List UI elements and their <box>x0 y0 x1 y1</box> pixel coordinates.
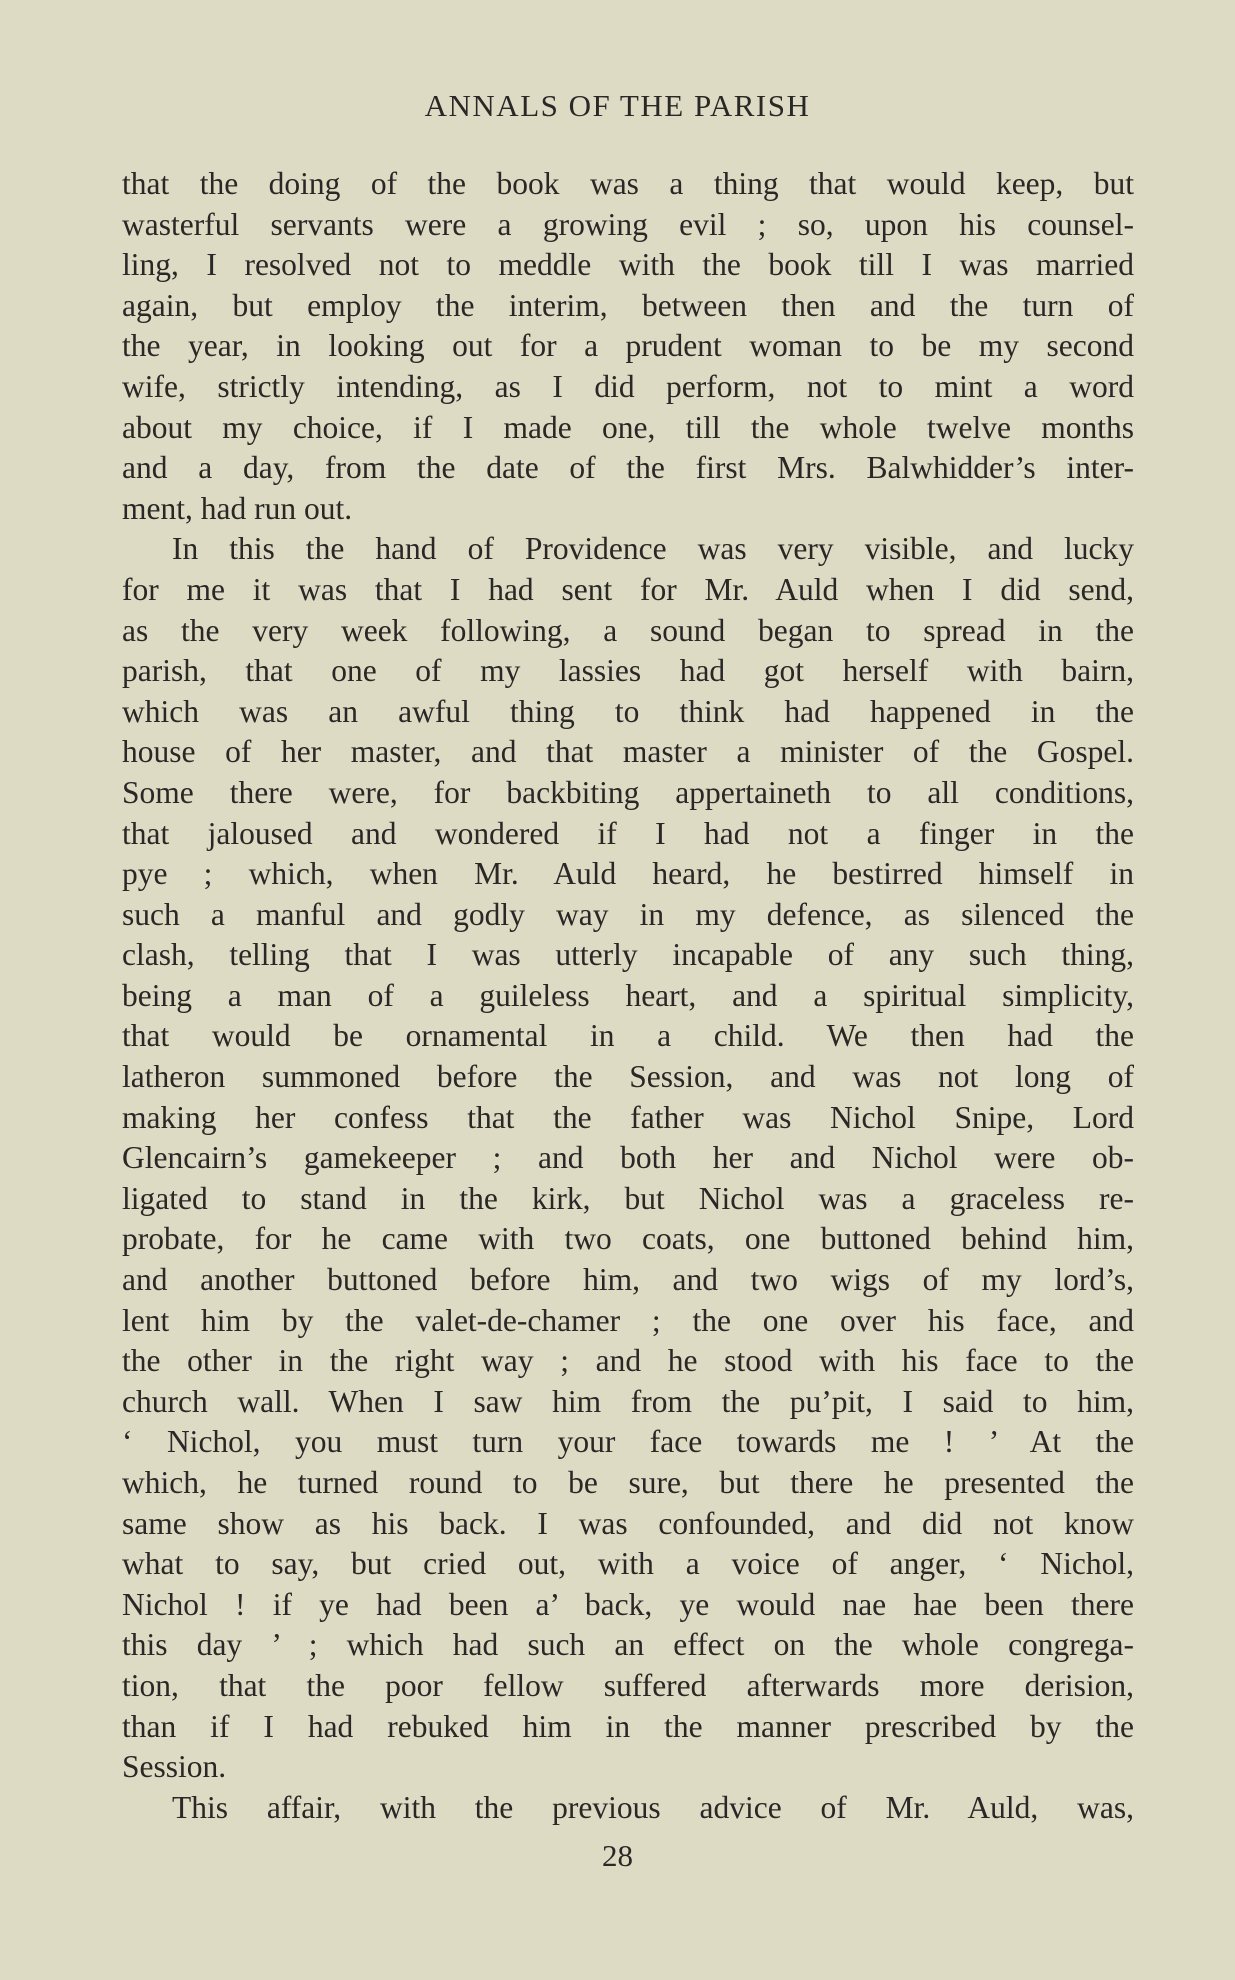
text-line: pye ; which, when Mr. Auld heard, he bestirred himself in <box>122 856 1134 892</box>
text-line: such a manful and godly way in my defence, as silenced the <box>122 896 1134 932</box>
running-head-title: ANNALS OF THE PARISH <box>424 88 811 123</box>
text-line: clash, telling that I was utterly incapable of any such thing, <box>122 937 1134 973</box>
text-line: the year, in looking out for a prudent woman to be my second <box>122 328 1134 364</box>
text-line: making her confess that the father was Nichol Snipe, Lord <box>122 1099 1134 1135</box>
text-line: ligated to stand in the kirk, but Nichol was a graceless re- <box>122 1180 1134 1216</box>
page-number: 28 <box>602 1838 633 1873</box>
text-line: about my choice, if I made one, till the whole twelve months <box>122 409 1134 445</box>
text-line: ling, I resolved not to meddle with the book till I was married <box>122 247 1134 283</box>
text-line: that would be ornamental in a child. We then had the <box>122 1018 1134 1054</box>
text-line: same show as his back. I was confounded, and did not know <box>122 1505 1134 1541</box>
text-line: ment, had run out. <box>122 490 353 526</box>
text-line: the other in the right way ; and he stood with his face to the <box>122 1343 1134 1379</box>
text-line: lent him by the valet-de-chamer ; the one over his face, and <box>122 1302 1134 1338</box>
text-line: that jaloused and wondered if I had not a finger in the <box>122 815 1134 851</box>
text-line: house of her master, and that master a minister of the Gospel. <box>122 734 1134 770</box>
text-line: and another buttoned before him, and two wigs of my lord’s, <box>122 1262 1134 1298</box>
text-line: parish, that one of my lassies had got herself with bairn, <box>122 653 1134 689</box>
text-line: wife, strictly intending, as I did perform, not to mint a word <box>122 368 1134 404</box>
text-line: again, but employ the interim, between then and the turn of <box>122 287 1134 323</box>
text-line-paragraph-start: This affair, with the previous advice of Mr. Auld, was, <box>172 1789 1134 1825</box>
text-line: being a man of a guileless heart, and a spiritual simplicity, <box>122 977 1134 1013</box>
text-line: which was an awful thing to think had happened in the <box>122 693 1134 729</box>
text-line: tion, that the poor fellow suffered afterwards more derision, <box>122 1667 1134 1703</box>
text-line: probate, for he came with two coats, one buttoned behind him, <box>122 1221 1134 1257</box>
text-line: for me it was that I had sent for Mr. Auld when I did send, <box>122 571 1134 607</box>
text-line: Some there were, for backbiting appertaineth to all conditions, <box>122 774 1134 810</box>
text-line: church wall. When I saw him from the pu’pit, I said to him, <box>122 1383 1134 1419</box>
text-line: as the very week following, a sound began to spread in the <box>122 612 1134 648</box>
text-line: Glencairn’s gamekeeper ; and both her and Nichol were ob- <box>122 1140 1134 1176</box>
text-line-paragraph-start: In this the hand of Providence was very visible, and lucky <box>172 531 1134 567</box>
text-line: this day ’ ; which had such an effect on the whole congrega- <box>122 1627 1134 1663</box>
text-line: than if I had rebuked him in the manner prescribed by the <box>122 1708 1134 1744</box>
text-line: Session. <box>122 1749 227 1785</box>
body-text <box>122 164 1134 1828</box>
text-line: and a day, from the date of the first Mrs. Balwhidder’s inter- <box>122 450 1134 486</box>
text-line: ‘ Nichol, you must turn your face towards me ! ’ At the <box>122 1424 1134 1460</box>
text-line: latheron summoned before the Session, and was not long of <box>122 1059 1134 1095</box>
text-line: wasterful servants were a growing evil ; so, upon his counsel- <box>122 206 1134 242</box>
text-line: which, he turned round to be sure, but there he presented the <box>122 1465 1134 1500</box>
text-line: Nichol ! if ye had been a’ back, ye would nae hae been there <box>122 1586 1134 1622</box>
text-line: what to say, but cried out, with a voice of anger, ‘ Nichol, <box>122 1546 1134 1582</box>
text-line: that the doing of the book was a thing that would keep, but <box>122 166 1134 201</box>
